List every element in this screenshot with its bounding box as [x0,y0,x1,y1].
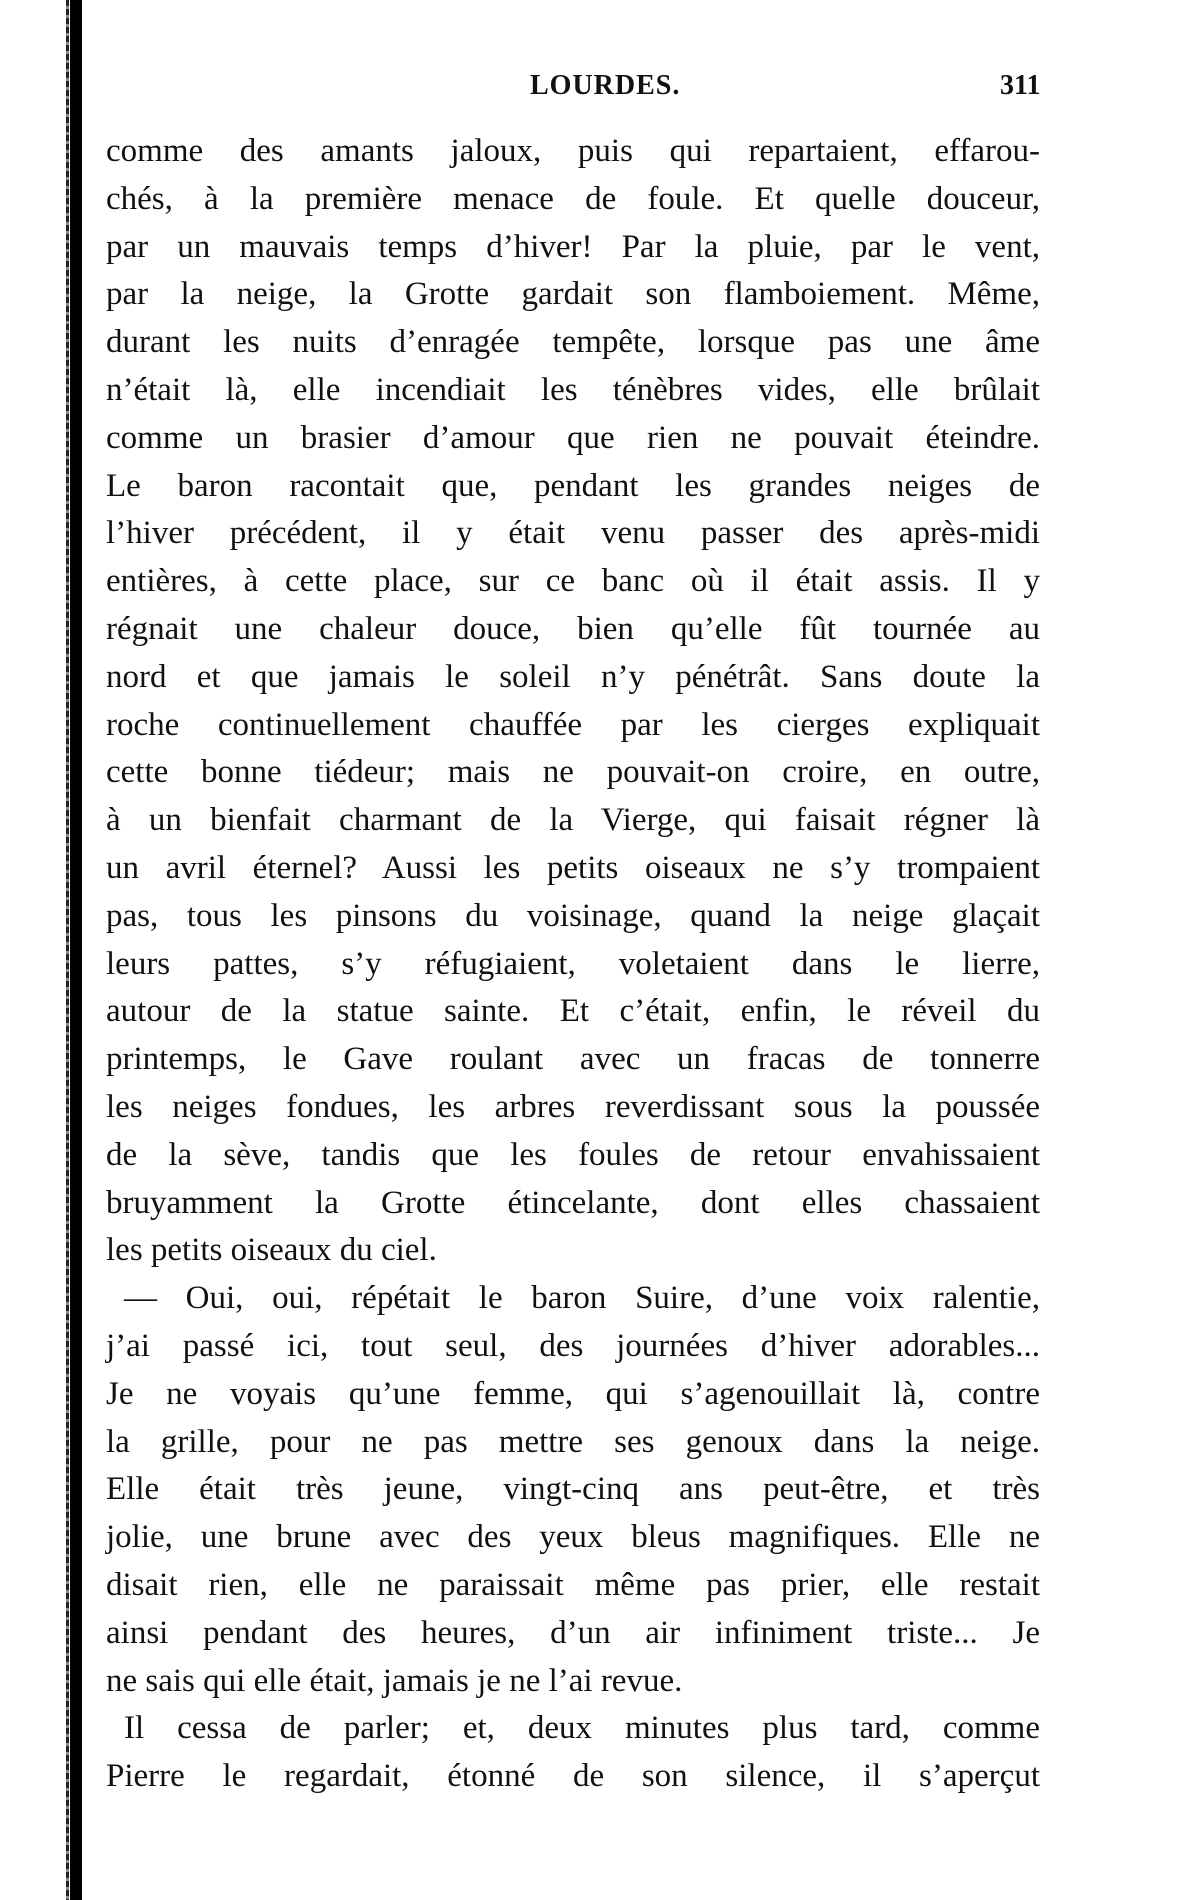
text-line: leurs pattes, s’y réfugiaient, voletaient dans le lierre, [106,945,1040,982]
text-line: les petits oiseaux du ciel. [106,1232,437,1269]
running-head [0,70,1200,110]
text-line: — Oui, oui, répétait le baron Suire, d’une voix ralentie, [124,1280,1040,1317]
running-head-title: LOURDES. [530,70,681,101]
text-line: l’hiver précédent, il y était venu passer des après-midi [106,515,1040,552]
text-line: durant les nuits d’enragée tempête, lorsque pas une âme [106,324,1040,361]
text-line: entières, à cette place, sur ce banc où il était assis. Il y [106,563,1040,600]
text-line: roche continuellement chauffée par les cierges expliquait [106,706,1040,743]
text-line: Elle était très jeune, vingt-cinq ans peut-être, et très [106,1471,1040,1508]
text-line: pas, tous les pinsons du voisinage, quand la neige glaçait [106,897,1040,934]
text-line: bruyamment la Grotte étincelante, dont elles chassaient [106,1184,1040,1221]
text-line: j’ai passé ici, tout seul, des journées d’hiver adorables... [106,1327,1040,1364]
text-line: Le baron racontait que, pendant les grandes neiges de [106,467,1040,504]
text-line: de la sève, tandis que les foules de retour envahissaient [106,1136,1040,1173]
text-line: Je ne voyais qu’une femme, qui s’agenouillait là, contre [106,1375,1040,1412]
book-binding-edge [66,0,69,1900]
text-line: chés, à la première menace de foule. Et quelle douceur, [106,180,1040,217]
text-line: autour de la statue sainte. Et c’était, enfin, le réveil du [106,993,1040,1030]
text-line: printemps, le Gave roulant avec un fracas de tonnerre [106,1041,1040,1078]
text-line: régnait une chaleur douce, bien qu’elle fût tournée au [106,610,1040,647]
text-line: n’était là, elle incendiait les ténèbres vides, elle brûlait [106,371,1040,408]
text-line: un avril éternel? Aussi les petits oiseaux ne s’y trompaient [106,849,1040,886]
text-line: disait rien, elle ne paraissait même pas prier, elle restait [106,1566,1040,1603]
text-line: cette bonne tiédeur; mais ne pouvait-on croire, en outre, [106,754,1040,791]
text-line: ne sais qui elle était, jamais je ne l’ai revue. [106,1662,683,1699]
text-line: Pierre le regardait, étonné de son silence, il s’aperçut [106,1758,1040,1795]
text-line: par un mauvais temps d’hiver! Par la pluie, par le vent, [106,228,1040,265]
text-line: la grille, pour ne pas mettre ses genoux dans la neige. [106,1423,1040,1460]
book-binding [70,0,82,1900]
body-text [106,128,1040,1801]
text-line: nord et que jamais le soleil n’y pénétrât. Sans doute la [106,658,1040,695]
text-line: jolie, une brune avec des yeux bleus magnifiques. Elle ne [106,1519,1040,1556]
text-line: les neiges fondues, les arbres reverdissant sous la poussée [106,1088,1040,1125]
text-line: comme un brasier d’amour que rien ne pouvait éteindre. [106,419,1040,456]
text-line: par la neige, la Grotte gardait son flamboiement. Même, [106,276,1040,313]
text-line: à un bienfait charmant de la Vierge, qui faisait régner là [106,802,1040,839]
text-line: comme des amants jaloux, puis qui repartaient, effarou- [106,133,1040,169]
text-line: ainsi pendant des heures, d’un air infiniment triste... Je [106,1614,1040,1651]
page-number: 311 [1000,70,1041,101]
text-line: Il cessa de parler; et, deux minutes plus tard, comme [124,1710,1040,1747]
